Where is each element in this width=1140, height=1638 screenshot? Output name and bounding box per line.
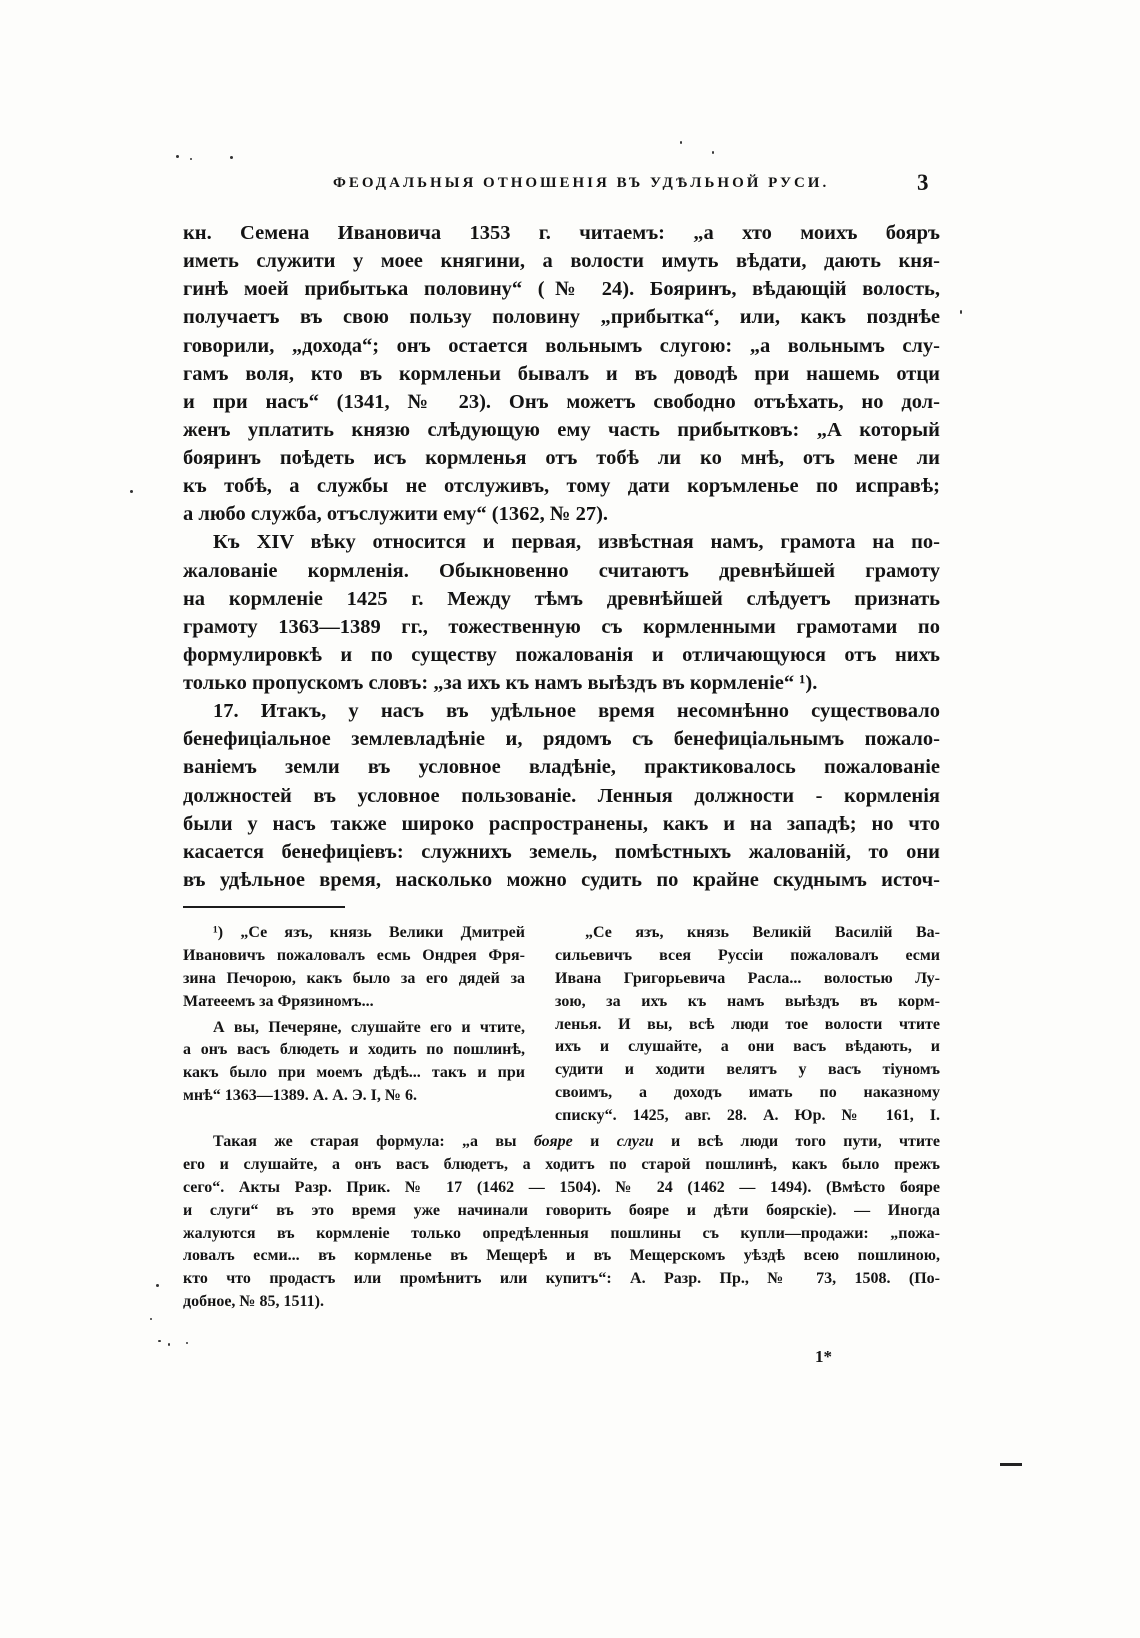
text-line: грамоту 1363—1389 гг., тожественную съ кормленными грамотами по [183, 615, 940, 638]
text-segment: и всѣ люди того пути, чтите [653, 1133, 940, 1150]
text-line: гинѣ моей прибытька половину“ (№ 24). Бояринъ, вѣдающій волость, [183, 278, 940, 301]
footnote-line: Ивана Григорьевича Расла... волостью Лу- [555, 969, 940, 987]
text-line: на кормленіе 1425 г. Между тѣмъ древнѣйшей слѣдуетъ признать [183, 587, 940, 610]
footnote-line: ловалъ есми... въ кормленье въ Мещерѣ и въ Мещерскомъ уѣздѣ всею пошлиною, [183, 1247, 940, 1265]
footnote-line: Матееемъ за Фрязиномъ... [183, 992, 374, 1010]
footnote-line: и слуги“ въ это время уже начинали говорить бояре и дѣти боярскіе). — Иногда [183, 1201, 940, 1219]
text-line: бояринъ поѣдеть исъ кормленья отъ тобѣ ли ко мнѣ, отъ мене ли [183, 447, 940, 469]
footnote-line: зою, за ихъ къ намъ выѣздъ въ корм- [555, 992, 940, 1010]
scan-speck [190, 158, 192, 160]
scan-speck [168, 1343, 170, 1346]
footnote-line: „Се язъ, князь Великій Василій Ва- [585, 924, 940, 941]
footnote-rule [183, 906, 345, 908]
scan-speck [150, 1318, 152, 1320]
text-line: должностей въ условное пользованіе. Ленныя должности - кормленія [183, 784, 940, 807]
text-segment: и [572, 1133, 617, 1150]
footnote-line: добное, № 85, 1511). [183, 1293, 324, 1311]
italic-term: бояре [533, 1133, 573, 1150]
text-line: въ удѣльное время, насколько можно судить по крайне скуднымъ источ- [183, 868, 940, 891]
text-line: и при насъ“ (1341, № 23). Онъ можетъ свободно отъѣхать, но дол- [183, 390, 940, 413]
footnote-paragraph [183, 1017, 525, 1109]
footnote-line: жалуются въ кормленіе только опредѣленныя пошлины съ купли—продажи: „пожа- [183, 1224, 940, 1242]
scan-speck [156, 1284, 159, 1287]
scan-speck [230, 156, 233, 159]
text-line: формулировкѣ и по существу пожалованія и отличающуюся отъ нихъ [183, 643, 940, 666]
footnote-line: ¹) „Се язъ, князь Велики Дмитрей [213, 924, 525, 941]
scan-speck [186, 1342, 188, 1344]
scan-speck [130, 490, 133, 493]
text-line: Къ XIV вѣку относится и первая, извѣстная намъ, грамота на по- [213, 531, 940, 554]
text-line: иметь служити у моее княгини, а волости имуть вѣдати, дають кня- [183, 250, 940, 273]
paragraph [183, 528, 940, 697]
footnote-line: судити и ходити велятъ у васъ тіуномъ [555, 1061, 940, 1079]
footnote-line: сильевичъ всея Руссіи пожаловалъ есми [555, 946, 940, 964]
footnote-line: А вы, Печеряне, слушайте его и чтите, [213, 1018, 525, 1036]
text-line: говорили, „дохода“; онъ остается вольнымъ слугою: „а вольнымъ слу- [183, 334, 940, 357]
text-line: гамъ воля, кто въ кормленьи бывалъ и въ доводѣ при нашемь отци [183, 362, 940, 385]
text-line: ваніемъ земли въ условное владѣніе, практиковалось пожалованіе [183, 756, 940, 779]
footnote-line: ленья. И вы, всѣ люди тое волости чтите [555, 1015, 940, 1033]
footnote-line: мнѣ“ 1363—1389. А. А. Э. I, № 6. [183, 1087, 417, 1105]
running-head: ФЕОДАЛЬНЫЯ ОТНОШЕНІЯ ВЪ УДѢЛЬНОЙ РУСИ. [333, 175, 830, 191]
text-line: а любо служба, отъслужити ему“ (1362, № 27). [183, 503, 609, 526]
scan-speck [176, 155, 179, 158]
footnote-line: его и слушайте, а онъ васъ блюдетъ, а ходитъ по старой пошлинѣ, какъ было прежъ [183, 1155, 940, 1173]
footnote-continuation [183, 1131, 940, 1314]
footnote-line: сего“. Акты Разр. Прик. № 17 (1462 — 1504). № 24 (1462 — 1494). (Вмѣсто бояре [183, 1178, 940, 1196]
footnote-line: ихъ и слушайте, а они васъ вѣдають, и [555, 1038, 940, 1056]
footnote-line [183, 1131, 940, 1154]
text-line: бенефиціальное землевладѣніе и, рядомъ съ бенефиціальнымъ пожало- [183, 728, 940, 751]
footnote-line: кто что продастъ или промѣнитъ или купитъ“: А. Разр. Пр., № 73, 1508. (По- [183, 1270, 940, 1288]
text-line: 17. Итакъ, у насъ въ удѣльное время несомнѣнно существовало [213, 700, 940, 723]
scan-speck [960, 310, 962, 314]
paragraph [183, 219, 940, 528]
scan-mark [1000, 1463, 1022, 1466]
text-line: къ тобѣ, а службы не отслуживъ, тому дати коръмленье по исправѣ; [183, 475, 940, 498]
text-line: только пропускомъ словъ: „за ихъ къ намъ выѣздъ въ кормленіе“ ¹). [183, 672, 818, 694]
scan-speck [712, 151, 714, 154]
footnote-line: какъ было при моемъ дѣдѣ... такъ и при [183, 1064, 525, 1082]
footnote-line: списку“. 1425, авг. 28. А. Юр. № 161, I. [555, 1107, 940, 1125]
footnote-line: зина Печорою, какъ было за его дядей за [183, 969, 525, 987]
italic-term: слуги [616, 1133, 654, 1150]
paragraph [183, 697, 940, 894]
text-line: женъ уплатить князю слѣдующую ему часть прибытковъ: „А который [183, 418, 940, 441]
text-line: получаетъ въ свою пользу половину „прибытка“, или, какъ позднѣе [183, 306, 940, 329]
footnote-right-column [555, 922, 940, 1128]
page-number: 3 [917, 170, 929, 195]
main-text [183, 219, 940, 894]
scan-speck [680, 141, 682, 144]
footnote-line: Ивановичъ пожаловалъ есмь Ондрея Фря- [183, 946, 525, 964]
text-line: касается бенефиціевъ: служнихъ земель, помѣстныхъ жалованій, то они [183, 840, 940, 863]
text-line: были у насъ также широко распространены, какъ и на западѣ; но что [183, 812, 940, 835]
scan-speck [158, 1340, 161, 1342]
signature-mark: 1* [815, 1347, 832, 1366]
footnote-line: своимъ, а доходъ имать по наказному [555, 1084, 940, 1102]
text-segment: Такая же старая формула: „а вы [213, 1133, 534, 1150]
footnote-paragraph [183, 922, 525, 1014]
text-line: кн. Семена Ивановича 1353 г. читаемъ: „а хто моихъ бояръ [183, 222, 940, 244]
footnote-line: а онъ васъ блюдеть и ходить по пошлинѣ, [183, 1041, 525, 1059]
footnote-left-column [183, 922, 525, 1108]
text-line: жалованіе кормленія. Обыкновенно считаютъ древнѣйшей грамоту [183, 559, 940, 582]
